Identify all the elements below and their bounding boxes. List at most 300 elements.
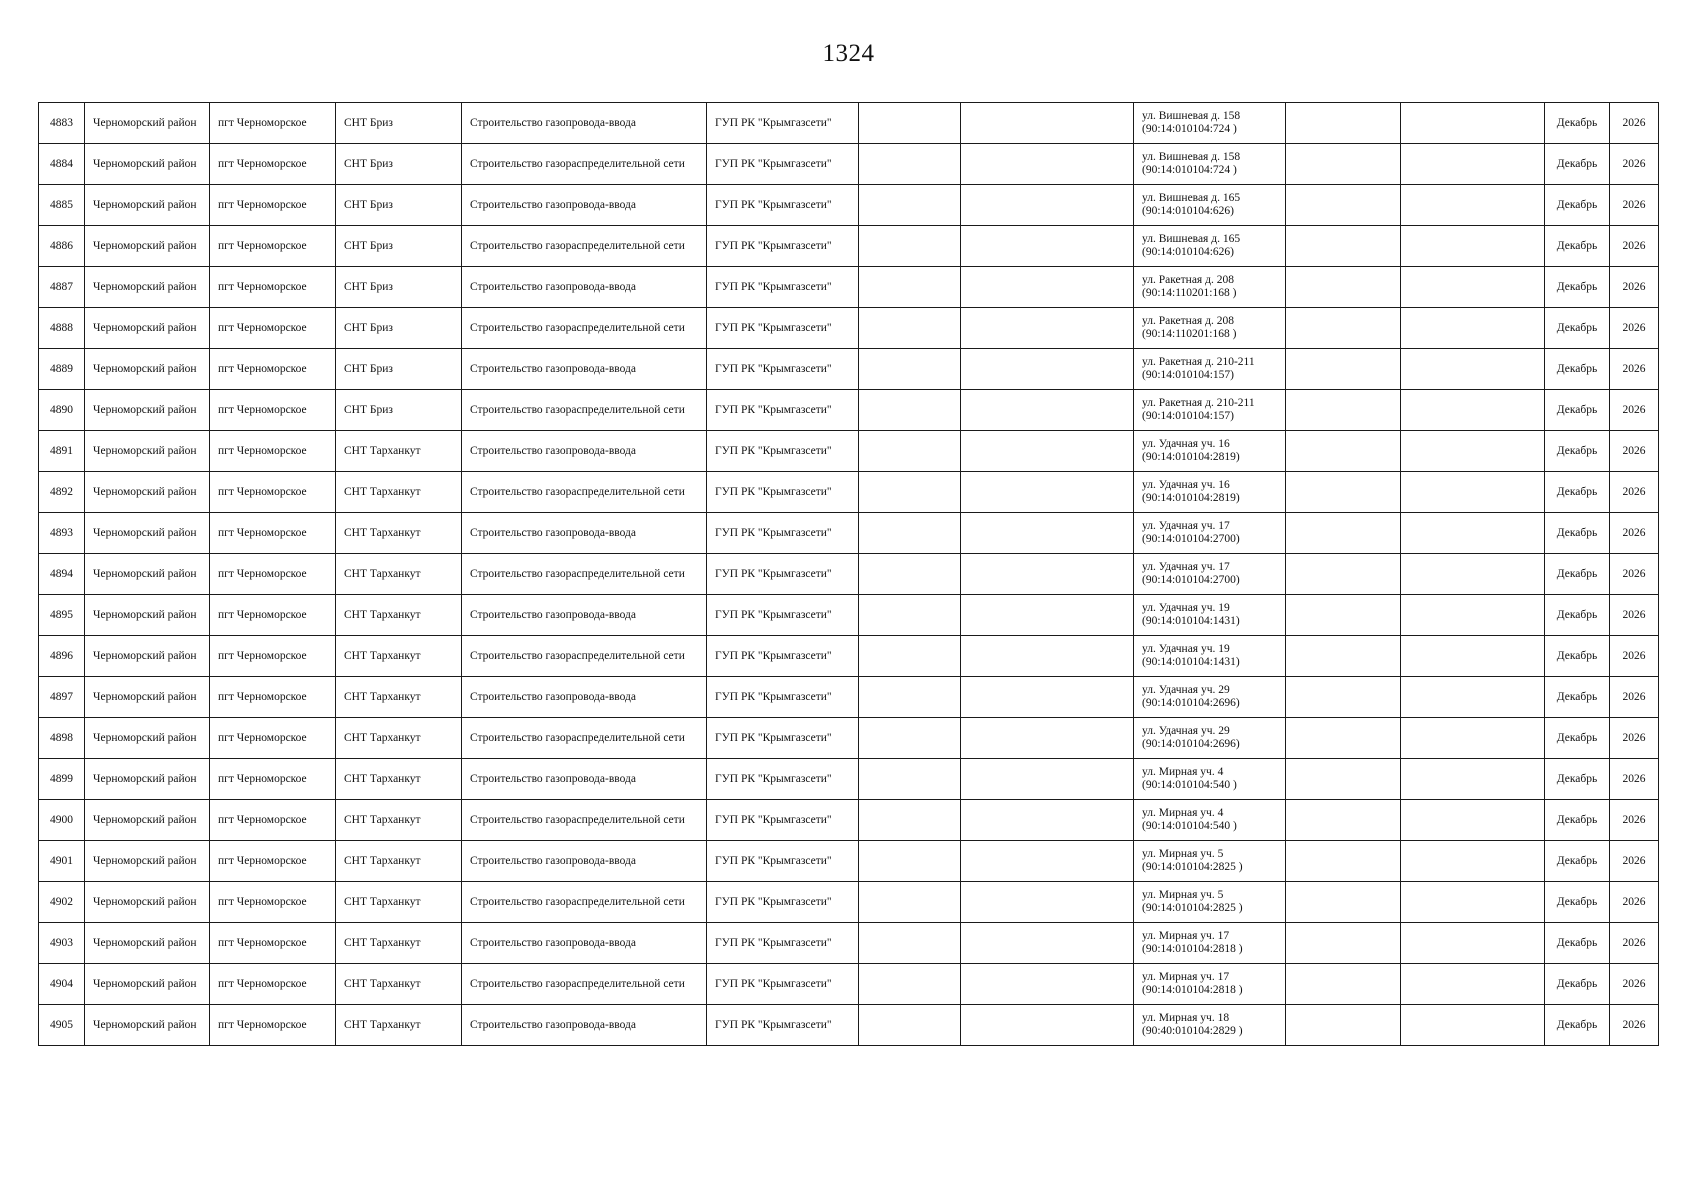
register-rows bbox=[39, 103, 1659, 1046]
empty-cell bbox=[1401, 390, 1545, 431]
empty-cell bbox=[1286, 841, 1401, 882]
district-cell: Черноморский район bbox=[85, 636, 210, 677]
empty-cell bbox=[859, 923, 961, 964]
address-line: ул. Удачная уч. 17 bbox=[1142, 561, 1230, 573]
cadastral-number: (90:14:110201:168 ) bbox=[1142, 287, 1237, 299]
year-cell: 2026 bbox=[1610, 267, 1659, 308]
empty-cell bbox=[1401, 144, 1545, 185]
row-number: 4896 bbox=[39, 636, 85, 677]
organization-cell: ГУП РК "Крымгазсети" bbox=[707, 267, 859, 308]
year-cell: 2026 bbox=[1610, 144, 1659, 185]
table-row bbox=[39, 759, 1659, 800]
address-cell bbox=[1134, 759, 1286, 800]
empty-cell bbox=[859, 718, 961, 759]
table-row bbox=[39, 308, 1659, 349]
empty-cell bbox=[859, 636, 961, 677]
month-cell: Декабрь bbox=[1545, 1005, 1610, 1046]
empty-cell bbox=[1401, 636, 1545, 677]
settlement-cell: пгт Черноморское bbox=[210, 267, 336, 308]
empty-cell bbox=[961, 390, 1134, 431]
empty-cell bbox=[1286, 144, 1401, 185]
year-cell: 2026 bbox=[1610, 1005, 1659, 1046]
row-number: 4899 bbox=[39, 759, 85, 800]
settlement-cell: пгт Черноморское bbox=[210, 1005, 336, 1046]
address-cell bbox=[1134, 390, 1286, 431]
month-cell: Декабрь bbox=[1545, 636, 1610, 677]
address-line: ул. Удачная уч. 29 bbox=[1142, 684, 1230, 696]
row-number: 4895 bbox=[39, 595, 85, 636]
snt-cell: СНТ Тарханкут bbox=[336, 513, 462, 554]
table-row bbox=[39, 636, 1659, 677]
organization-cell: ГУП РК "Крымгазсети" bbox=[707, 226, 859, 267]
address-cell bbox=[1134, 308, 1286, 349]
snt-cell: СНТ Бриз bbox=[336, 144, 462, 185]
month-cell: Декабрь bbox=[1545, 677, 1610, 718]
cadastral-number: (90:14:010104:540 ) bbox=[1142, 779, 1237, 791]
empty-cell bbox=[859, 882, 961, 923]
table-row bbox=[39, 800, 1659, 841]
year-cell: 2026 bbox=[1610, 759, 1659, 800]
district-cell: Черноморский район bbox=[85, 308, 210, 349]
empty-cell bbox=[961, 103, 1134, 144]
work-type-cell: Строительство газопровода-ввода bbox=[462, 513, 707, 554]
address-line: ул. Ракетная д. 210-211 bbox=[1142, 397, 1255, 409]
address-line: ул. Мирная уч. 4 bbox=[1142, 766, 1224, 778]
work-type-cell: Строительство газораспределительной сети bbox=[462, 800, 707, 841]
year-cell: 2026 bbox=[1610, 800, 1659, 841]
month-cell: Декабрь bbox=[1545, 882, 1610, 923]
settlement-cell: пгт Черноморское bbox=[210, 923, 336, 964]
empty-cell bbox=[1286, 1005, 1401, 1046]
empty-cell bbox=[859, 677, 961, 718]
address-cell bbox=[1134, 226, 1286, 267]
empty-cell bbox=[961, 718, 1134, 759]
organization-cell: ГУП РК "Крымгазсети" bbox=[707, 759, 859, 800]
empty-cell bbox=[1286, 513, 1401, 554]
cadastral-number: (90:14:010104:540 ) bbox=[1142, 820, 1237, 832]
empty-cell bbox=[1401, 103, 1545, 144]
address-line: ул. Удачная уч. 16 bbox=[1142, 438, 1230, 450]
address-cell bbox=[1134, 1005, 1286, 1046]
cadastral-number: (90:14:010104:2696) bbox=[1142, 697, 1240, 709]
year-cell: 2026 bbox=[1610, 636, 1659, 677]
district-cell: Черноморский район bbox=[85, 267, 210, 308]
empty-cell bbox=[1401, 267, 1545, 308]
empty-cell bbox=[1401, 882, 1545, 923]
snt-cell: СНТ Тарханкут bbox=[336, 923, 462, 964]
table-row bbox=[39, 1005, 1659, 1046]
month-cell: Декабрь bbox=[1545, 390, 1610, 431]
empty-cell bbox=[961, 636, 1134, 677]
address-cell bbox=[1134, 964, 1286, 1005]
empty-cell bbox=[1286, 226, 1401, 267]
row-number: 4891 bbox=[39, 431, 85, 472]
address-cell bbox=[1134, 718, 1286, 759]
snt-cell: СНТ Тарханкут bbox=[336, 718, 462, 759]
table-row bbox=[39, 226, 1659, 267]
address-line: ул. Ракетная д. 208 bbox=[1142, 274, 1234, 286]
year-cell: 2026 bbox=[1610, 554, 1659, 595]
empty-cell bbox=[1286, 759, 1401, 800]
address-line: ул. Ракетная д. 210-211 bbox=[1142, 356, 1255, 368]
empty-cell bbox=[859, 185, 961, 226]
work-type-cell: Строительство газопровода-ввода bbox=[462, 841, 707, 882]
empty-cell bbox=[1401, 226, 1545, 267]
year-cell: 2026 bbox=[1610, 308, 1659, 349]
row-number: 4904 bbox=[39, 964, 85, 1005]
month-cell: Декабрь bbox=[1545, 595, 1610, 636]
settlement-cell: пгт Черноморское bbox=[210, 513, 336, 554]
work-type-cell: Строительство газопровода-ввода bbox=[462, 349, 707, 390]
empty-cell bbox=[1286, 923, 1401, 964]
empty-cell bbox=[1401, 841, 1545, 882]
empty-cell bbox=[961, 841, 1134, 882]
row-number: 4885 bbox=[39, 185, 85, 226]
settlement-cell: пгт Черноморское bbox=[210, 472, 336, 513]
cadastral-number: (90:14:110201:168 ) bbox=[1142, 328, 1237, 340]
address-cell bbox=[1134, 472, 1286, 513]
year-cell: 2026 bbox=[1610, 923, 1659, 964]
snt-cell: СНТ Бриз bbox=[336, 308, 462, 349]
organization-cell: ГУП РК "Крымгазсети" bbox=[707, 308, 859, 349]
empty-cell bbox=[859, 554, 961, 595]
address-cell bbox=[1134, 267, 1286, 308]
cadastral-number: (90:14:010104:724 ) bbox=[1142, 164, 1237, 176]
address-line: ул. Удачная уч. 16 bbox=[1142, 479, 1230, 491]
work-type-cell: Строительство газораспределительной сети bbox=[462, 964, 707, 1005]
empty-cell bbox=[961, 431, 1134, 472]
snt-cell: СНТ Тарханкут bbox=[336, 882, 462, 923]
address-cell bbox=[1134, 554, 1286, 595]
district-cell: Черноморский район bbox=[85, 226, 210, 267]
empty-cell bbox=[961, 308, 1134, 349]
empty-cell bbox=[1401, 472, 1545, 513]
district-cell: Черноморский район bbox=[85, 103, 210, 144]
address-line: ул. Удачная уч. 19 bbox=[1142, 643, 1230, 655]
table-row bbox=[39, 964, 1659, 1005]
settlement-cell: пгт Черноморское bbox=[210, 308, 336, 349]
empty-cell bbox=[1401, 677, 1545, 718]
row-number: 4888 bbox=[39, 308, 85, 349]
organization-cell: ГУП РК "Крымгазсети" bbox=[707, 144, 859, 185]
empty-cell bbox=[1286, 390, 1401, 431]
address-line: ул. Мирная уч. 5 bbox=[1142, 889, 1224, 901]
work-type-cell: Строительство газопровода-ввода bbox=[462, 677, 707, 718]
address-line: ул. Вишневая д. 165 bbox=[1142, 192, 1241, 204]
work-type-cell: Строительство газораспределительной сети bbox=[462, 554, 707, 595]
organization-cell: ГУП РК "Крымгазсети" bbox=[707, 718, 859, 759]
empty-cell bbox=[1286, 718, 1401, 759]
empty-cell bbox=[961, 349, 1134, 390]
row-number: 4886 bbox=[39, 226, 85, 267]
district-cell: Черноморский район bbox=[85, 144, 210, 185]
snt-cell: СНТ Бриз bbox=[336, 226, 462, 267]
district-cell: Черноморский район bbox=[85, 718, 210, 759]
district-cell: Черноморский район bbox=[85, 882, 210, 923]
settlement-cell: пгт Черноморское bbox=[210, 800, 336, 841]
settlement-cell: пгт Черноморское bbox=[210, 759, 336, 800]
row-number: 4894 bbox=[39, 554, 85, 595]
empty-cell bbox=[1401, 431, 1545, 472]
district-cell: Черноморский район bbox=[85, 185, 210, 226]
empty-cell bbox=[1286, 636, 1401, 677]
table-row bbox=[39, 595, 1659, 636]
settlement-cell: пгт Черноморское bbox=[210, 390, 336, 431]
empty-cell bbox=[859, 513, 961, 554]
year-cell: 2026 bbox=[1610, 964, 1659, 1005]
empty-cell bbox=[859, 431, 961, 472]
district-cell: Черноморский район bbox=[85, 1005, 210, 1046]
empty-cell bbox=[1286, 677, 1401, 718]
settlement-cell: пгт Черноморское bbox=[210, 185, 336, 226]
cadastral-number: (90:14:010104:626) bbox=[1142, 246, 1234, 258]
snt-cell: СНТ Тарханкут bbox=[336, 841, 462, 882]
work-type-cell: Строительство газопровода-ввода bbox=[462, 759, 707, 800]
organization-cell: ГУП РК "Крымгазсети" bbox=[707, 636, 859, 677]
snt-cell: СНТ Бриз bbox=[336, 103, 462, 144]
month-cell: Декабрь bbox=[1545, 554, 1610, 595]
empty-cell bbox=[1401, 595, 1545, 636]
month-cell: Декабрь bbox=[1545, 513, 1610, 554]
address-line: ул. Мирная уч. 18 bbox=[1142, 1012, 1230, 1024]
organization-cell: ГУП РК "Крымгазсети" bbox=[707, 882, 859, 923]
empty-cell bbox=[961, 882, 1134, 923]
district-cell: Черноморский район bbox=[85, 431, 210, 472]
snt-cell: СНТ Тарханкут bbox=[336, 1005, 462, 1046]
organization-cell: ГУП РК "Крымгазсети" bbox=[707, 554, 859, 595]
address-line: ул. Вишневая д. 165 bbox=[1142, 233, 1241, 245]
table-row bbox=[39, 144, 1659, 185]
snt-cell: СНТ Тарханкут bbox=[336, 554, 462, 595]
district-cell: Черноморский район bbox=[85, 841, 210, 882]
organization-cell: ГУП РК "Крымгазсети" bbox=[707, 390, 859, 431]
empty-cell bbox=[961, 964, 1134, 1005]
cadastral-number: (90:14:010104:626) bbox=[1142, 205, 1234, 217]
row-number: 4905 bbox=[39, 1005, 85, 1046]
organization-cell: ГУП РК "Крымгазсети" bbox=[707, 1005, 859, 1046]
empty-cell bbox=[1286, 308, 1401, 349]
work-type-cell: Строительство газораспределительной сети bbox=[462, 144, 707, 185]
empty-cell bbox=[1286, 800, 1401, 841]
empty-cell bbox=[1286, 185, 1401, 226]
organization-cell: ГУП РК "Крымгазсети" bbox=[707, 923, 859, 964]
empty-cell bbox=[961, 923, 1134, 964]
empty-cell bbox=[961, 677, 1134, 718]
table-row bbox=[39, 472, 1659, 513]
empty-cell bbox=[961, 513, 1134, 554]
row-number: 4883 bbox=[39, 103, 85, 144]
address-cell bbox=[1134, 595, 1286, 636]
year-cell: 2026 bbox=[1610, 349, 1659, 390]
table-row bbox=[39, 677, 1659, 718]
table-row bbox=[39, 267, 1659, 308]
cadastral-number: (90:14:010104:2819) bbox=[1142, 492, 1240, 504]
year-cell: 2026 bbox=[1610, 677, 1659, 718]
empty-cell bbox=[1401, 800, 1545, 841]
empty-cell bbox=[1286, 554, 1401, 595]
work-type-cell: Строительство газопровода-ввода bbox=[462, 267, 707, 308]
table-row bbox=[39, 554, 1659, 595]
month-cell: Декабрь bbox=[1545, 308, 1610, 349]
settlement-cell: пгт Черноморское bbox=[210, 882, 336, 923]
settlement-cell: пгт Черноморское bbox=[210, 144, 336, 185]
empty-cell bbox=[1401, 185, 1545, 226]
empty-cell bbox=[1286, 103, 1401, 144]
year-cell: 2026 bbox=[1610, 390, 1659, 431]
empty-cell bbox=[961, 800, 1134, 841]
snt-cell: СНТ Бриз bbox=[336, 267, 462, 308]
settlement-cell: пгт Черноморское bbox=[210, 964, 336, 1005]
table-row bbox=[39, 882, 1659, 923]
cadastral-number: (90:14:010104:2700) bbox=[1142, 574, 1240, 586]
year-cell: 2026 bbox=[1610, 472, 1659, 513]
empty-cell bbox=[1401, 513, 1545, 554]
organization-cell: ГУП РК "Крымгазсети" bbox=[707, 431, 859, 472]
district-cell: Черноморский район bbox=[85, 513, 210, 554]
month-cell: Декабрь bbox=[1545, 800, 1610, 841]
work-type-cell: Строительство газораспределительной сети bbox=[462, 472, 707, 513]
cadastral-number: (90:40:010104:2829 ) bbox=[1142, 1025, 1243, 1037]
month-cell: Декабрь bbox=[1545, 841, 1610, 882]
district-cell: Черноморский район bbox=[85, 923, 210, 964]
address-line: ул. Ракетная д. 208 bbox=[1142, 315, 1234, 327]
cadastral-number: (90:14:010104:2819) bbox=[1142, 451, 1240, 463]
organization-cell: ГУП РК "Крымгазсети" bbox=[707, 472, 859, 513]
address-line: ул. Мирная уч. 17 bbox=[1142, 971, 1230, 983]
work-type-cell: Строительство газопровода-ввода bbox=[462, 595, 707, 636]
year-cell: 2026 bbox=[1610, 595, 1659, 636]
work-type-cell: Строительство газопровода-ввода bbox=[462, 103, 707, 144]
empty-cell bbox=[859, 964, 961, 1005]
cadastral-number: (90:14:010104:1431) bbox=[1142, 656, 1240, 668]
work-type-cell: Строительство газораспределительной сети bbox=[462, 226, 707, 267]
settlement-cell: пгт Черноморское bbox=[210, 554, 336, 595]
district-cell: Черноморский район bbox=[85, 759, 210, 800]
row-number: 4893 bbox=[39, 513, 85, 554]
organization-cell: ГУП РК "Крымгазсети" bbox=[707, 349, 859, 390]
table-row bbox=[39, 923, 1659, 964]
empty-cell bbox=[1401, 718, 1545, 759]
empty-cell bbox=[1401, 308, 1545, 349]
snt-cell: СНТ Бриз bbox=[336, 390, 462, 431]
snt-cell: СНТ Тарханкут bbox=[336, 800, 462, 841]
table-row bbox=[39, 349, 1659, 390]
settlement-cell: пгт Черноморское bbox=[210, 103, 336, 144]
work-type-cell: Строительство газораспределительной сети bbox=[462, 390, 707, 431]
cadastral-number: (90:14:010104:2696) bbox=[1142, 738, 1240, 750]
address-line: ул. Мирная уч. 5 bbox=[1142, 848, 1224, 860]
empty-cell bbox=[961, 759, 1134, 800]
row-number: 4900 bbox=[39, 800, 85, 841]
row-number: 4903 bbox=[39, 923, 85, 964]
row-number: 4892 bbox=[39, 472, 85, 513]
district-cell: Черноморский район bbox=[85, 349, 210, 390]
year-cell: 2026 bbox=[1610, 103, 1659, 144]
row-number: 4884 bbox=[39, 144, 85, 185]
work-type-cell: Строительство газопровода-ввода bbox=[462, 923, 707, 964]
address-line: ул. Мирная уч. 4 bbox=[1142, 807, 1224, 819]
snt-cell: СНТ Тарханкут bbox=[336, 431, 462, 472]
address-line: ул. Удачная уч. 19 bbox=[1142, 602, 1230, 614]
snt-cell: СНТ Тарханкут bbox=[336, 472, 462, 513]
empty-cell bbox=[1286, 349, 1401, 390]
page-number: 1324 bbox=[822, 40, 875, 67]
empty-cell bbox=[859, 800, 961, 841]
work-type-cell: Строительство газопровода-ввода bbox=[462, 185, 707, 226]
empty-cell bbox=[961, 267, 1134, 308]
organization-cell: ГУП РК "Крымгазсети" bbox=[707, 841, 859, 882]
year-cell: 2026 bbox=[1610, 882, 1659, 923]
settlement-cell: пгт Черноморское bbox=[210, 636, 336, 677]
district-cell: Черноморский район bbox=[85, 677, 210, 718]
address-line: ул. Вишневая д. 158 bbox=[1142, 110, 1241, 122]
snt-cell: СНТ Тарханкут bbox=[336, 636, 462, 677]
snt-cell: СНТ Тарханкут bbox=[336, 759, 462, 800]
empty-cell bbox=[961, 472, 1134, 513]
address-cell bbox=[1134, 636, 1286, 677]
work-type-cell: Строительство газопровода-ввода bbox=[462, 1005, 707, 1046]
cadastral-number: (90:14:010104:1431) bbox=[1142, 615, 1240, 627]
empty-cell bbox=[961, 1005, 1134, 1046]
cadastral-number: (90:14:010104:2818 ) bbox=[1142, 943, 1243, 955]
table-row bbox=[39, 185, 1659, 226]
address-cell bbox=[1134, 800, 1286, 841]
row-number: 4890 bbox=[39, 390, 85, 431]
address-cell bbox=[1134, 841, 1286, 882]
empty-cell bbox=[1286, 431, 1401, 472]
district-cell: Черноморский район bbox=[85, 390, 210, 431]
table-row bbox=[39, 718, 1659, 759]
settlement-cell: пгт Черноморское bbox=[210, 718, 336, 759]
month-cell: Декабрь bbox=[1545, 103, 1610, 144]
month-cell: Декабрь bbox=[1545, 349, 1610, 390]
empty-cell bbox=[1401, 554, 1545, 595]
address-line: ул. Удачная уч. 17 bbox=[1142, 520, 1230, 532]
cadastral-number: (90:14:010104:2700) bbox=[1142, 533, 1240, 545]
empty-cell bbox=[1401, 1005, 1545, 1046]
cadastral-number: (90:14:010104:157) bbox=[1142, 410, 1234, 422]
settlement-cell: пгт Черноморское bbox=[210, 595, 336, 636]
table-row bbox=[39, 390, 1659, 431]
work-type-cell: Строительство газораспределительной сети bbox=[462, 882, 707, 923]
row-number: 4898 bbox=[39, 718, 85, 759]
table-row bbox=[39, 103, 1659, 144]
empty-cell bbox=[859, 267, 961, 308]
register-table bbox=[38, 102, 1659, 1046]
cadastral-number: (90:14:010104:724 ) bbox=[1142, 123, 1237, 135]
settlement-cell: пгт Черноморское bbox=[210, 841, 336, 882]
district-cell: Черноморский район bbox=[85, 472, 210, 513]
organization-cell: ГУП РК "Крымгазсети" bbox=[707, 185, 859, 226]
address-cell bbox=[1134, 923, 1286, 964]
year-cell: 2026 bbox=[1610, 718, 1659, 759]
empty-cell bbox=[859, 103, 961, 144]
month-cell: Декабрь bbox=[1545, 144, 1610, 185]
table-row bbox=[39, 513, 1659, 554]
table-row bbox=[39, 431, 1659, 472]
work-type-cell: Строительство газораспределительной сети bbox=[462, 718, 707, 759]
empty-cell bbox=[1286, 267, 1401, 308]
address-cell bbox=[1134, 103, 1286, 144]
district-cell: Черноморский район bbox=[85, 800, 210, 841]
empty-cell bbox=[1286, 472, 1401, 513]
address-line: ул. Удачная уч. 29 bbox=[1142, 725, 1230, 737]
month-cell: Декабрь bbox=[1545, 718, 1610, 759]
address-cell bbox=[1134, 349, 1286, 390]
month-cell: Декабрь bbox=[1545, 472, 1610, 513]
address-cell bbox=[1134, 431, 1286, 472]
row-number: 4897 bbox=[39, 677, 85, 718]
